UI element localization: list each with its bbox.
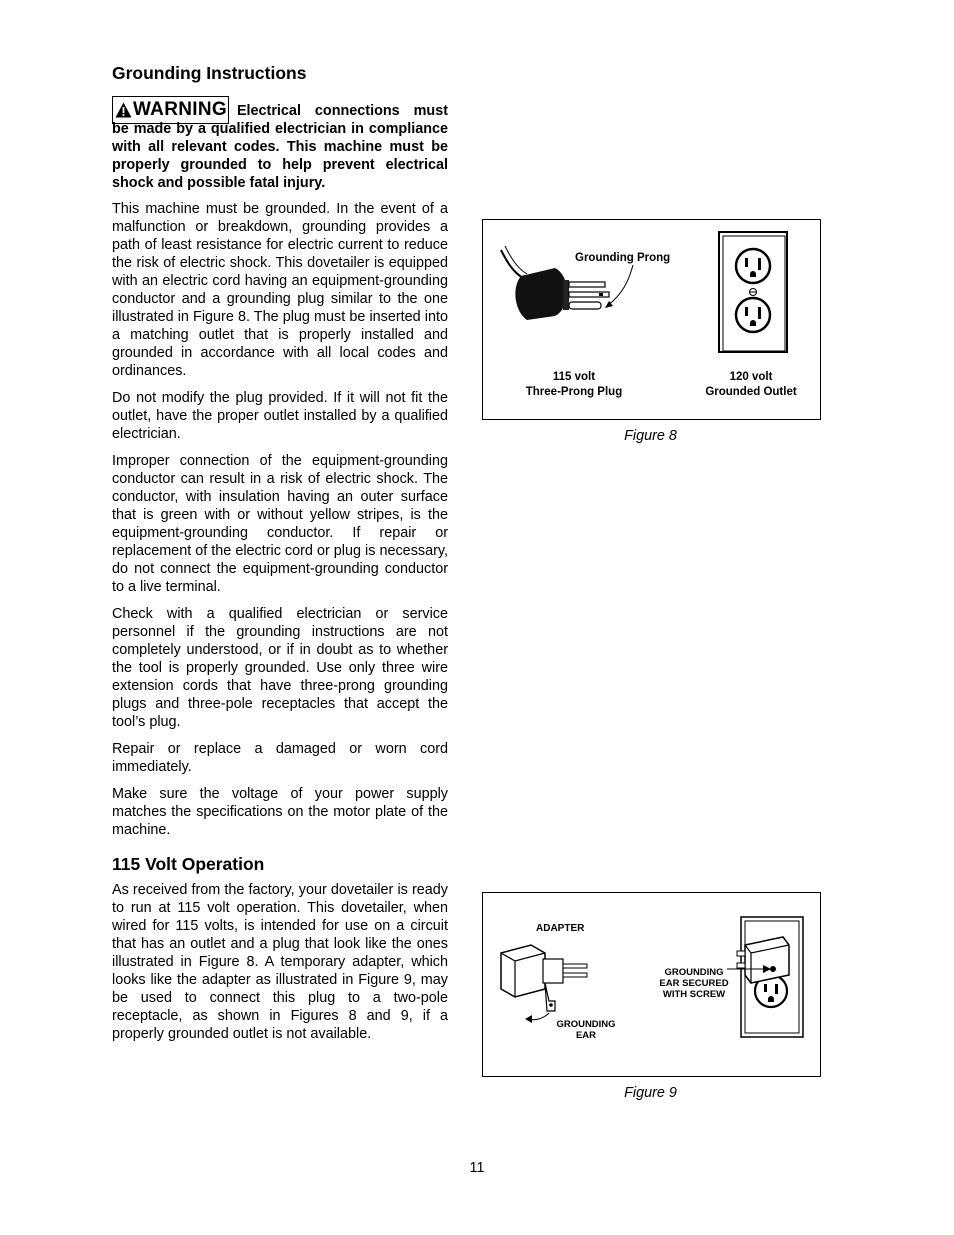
paragraph-check-electrician: Check with a qualified electrician or service personnel if the grounding instructions are not completely understood, or if in doubt as to whether the tool is properly grounded. Use only three wire extension cords that have three-prong grounding plugs and three-pole receptacles that accept the tool’s plug. [112,606,448,730]
paragraph-grounded: This machine must be grounded. In the event of a malfunction or breakdown, grounding provides a path of least resistance for electric current to reduce the risk of electric shock. This dovetailer is equipped with an electric cord having an equipment-grounding conductor and a grounding plug similar to the one illustrated in Figure 8. The plug must be inserted into a matching outlet that is properly installed and grounded in accordance with all local codes and ordinances. [112,201,448,379]
paragraph-voltage: Make sure the voltage of your power supply matches the specifications on the motor plate of the machine. [112,786,448,838]
wall-outlet-icon [737,917,803,1037]
three-prong-plug-icon [515,268,609,320]
adapter-icon [501,945,587,1011]
label-outlet-type: Grounded Outlet [705,386,797,398]
label-secured-2: EAR SECURED [659,978,729,989]
figure-9-caption: Figure 9 [624,1085,677,1101]
page-number: 11 [469,1160,485,1176]
paragraph-repair-cord: Repair or replace a damaged or worn cord immediately. [112,741,448,775]
section-title-grounding: Grounding Instructions [112,63,307,83]
figure-8-illustration [483,220,820,419]
paragraph-do-not-modify: Do not modify the plug provided. If it will not fit the outlet, have the proper outlet installed by a qualified electrician. [112,390,448,442]
label-outlet-voltage: 120 volt [729,371,773,383]
label-plug-voltage: 115 volt [552,371,596,383]
label-adapter: ADAPTER [536,923,585,934]
label-secured-3: WITH SCREW [662,989,726,1000]
label-grounding-prong: Grounding Prong [575,252,671,264]
label-grounding-ear-2: EAR [575,1030,597,1041]
figure-9 [482,892,821,1077]
figure-9-illustration [483,893,820,1076]
paragraph-improper-connection: Improper connection of the equipment-grounding conductor can result in a risk of electric shock. The conductor, with insulation having an outer surface that is green with or without yellow stripes, is the equipment-grounding conductor. If repair or replacement of the electric cord or plug is necessary, do not connect the equipment-grounding conductor to a live terminal. [112,453,448,595]
section-title-115-volt: 115 Volt Operation [112,854,265,874]
grounded-outlet-icon [719,232,787,352]
label-plug-type: Three-Prong Plug [525,386,623,398]
label-secured-1: GROUNDING [664,967,724,978]
warning-paragraph [112,92,448,192]
figure-8 [482,219,821,420]
warning-triangle-icon [115,102,132,118]
paragraph-115-volt: As received from the factory, your dovetailer is ready to run at 115 volt operation. This dovetailer, when wired for 115 volts, is intended for use on a circuit that has an outlet and a plug that look like the ones illustrated in Figure 8. A temporary adapter, which looks like the adapter as illustrated in Figure 9, may be used to connect this plug to a two-pole receptacle, as shown in Figures 8 and 9, if a properly grounded outlet is not available. [112,882,448,1042]
warning-text: Electrical connections must be made by a qualified electrician in compliance with all relevant codes. This machine must be properly grounded to help prevent electrical shock and possible fatal injury. [112,103,448,191]
warning-badge [112,96,229,124]
label-grounding-ear-1: GROUNDING [556,1019,616,1030]
text-column [112,62,448,1052]
warning-badge-label: WARNING [133,99,227,120]
figure-8-caption: Figure 8 [624,428,677,444]
